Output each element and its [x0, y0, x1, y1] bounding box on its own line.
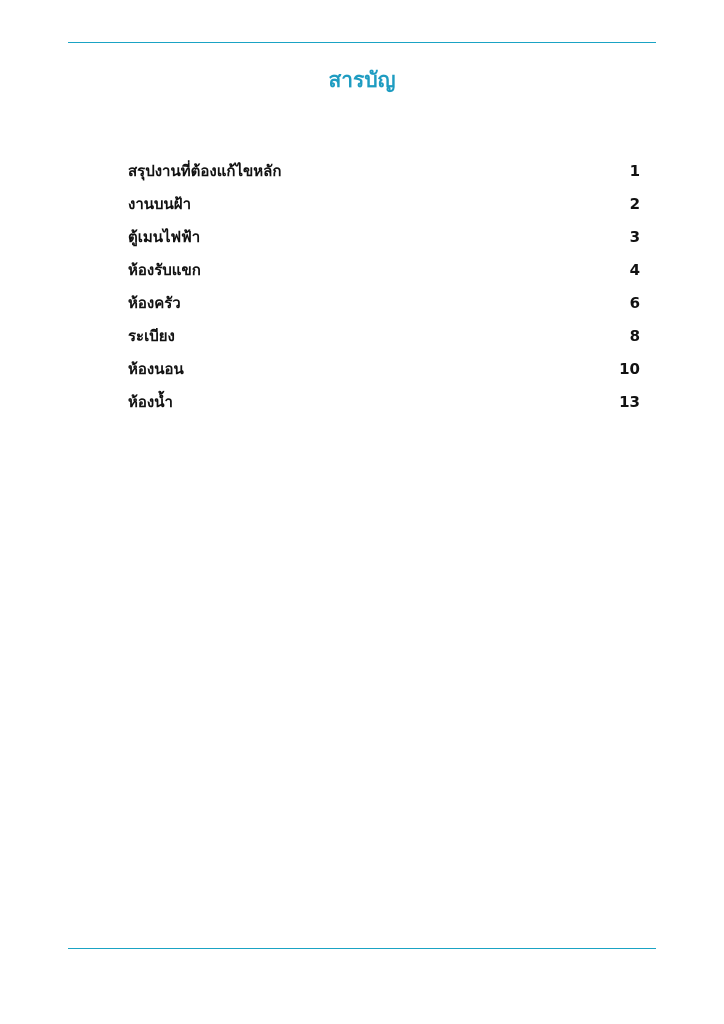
- toc-entry-title: สรุปงานที่ต้องแก้ไขหลัก: [128, 161, 282, 180]
- toc-entry[interactable]: [128, 352, 640, 385]
- toc-entry-page: 8: [629, 326, 640, 345]
- toc-entry[interactable]: [128, 319, 640, 352]
- toc-entry-page: 3: [629, 227, 640, 246]
- toc-entry-title: ระเบียง: [128, 326, 175, 345]
- toc-entry-title: ห้องนอน: [128, 359, 184, 378]
- toc-entry-page: 13: [619, 392, 640, 411]
- toc-entry[interactable]: [128, 220, 640, 253]
- toc-entry-page: 10: [619, 359, 640, 378]
- toc-entry-page: 2: [629, 194, 640, 213]
- toc-entry-title: ห้องน้ำ: [128, 392, 173, 411]
- toc-entry-title: งานบนฝ้า: [128, 194, 191, 213]
- footer-rule: [68, 948, 656, 949]
- toc-entry-page: 1: [629, 161, 640, 180]
- toc-entry[interactable]: [128, 154, 640, 187]
- toc-entry[interactable]: [128, 286, 640, 319]
- page-title: สารบัญ: [328, 68, 396, 92]
- toc-entry-page: 4: [629, 260, 640, 279]
- toc-entry[interactable]: [128, 385, 640, 418]
- toc-entry[interactable]: [128, 187, 640, 220]
- table-of-contents: [128, 154, 640, 418]
- toc-entry-title: ตู้เมนไฟฟ้า: [128, 227, 201, 246]
- header-rule: [68, 42, 656, 43]
- toc-entry-page: 6: [629, 293, 640, 312]
- toc-entry-title: ห้องรับแขก: [128, 260, 201, 279]
- toc-entry[interactable]: [128, 253, 640, 286]
- toc-entry-title: ห้องครัว: [128, 293, 181, 312]
